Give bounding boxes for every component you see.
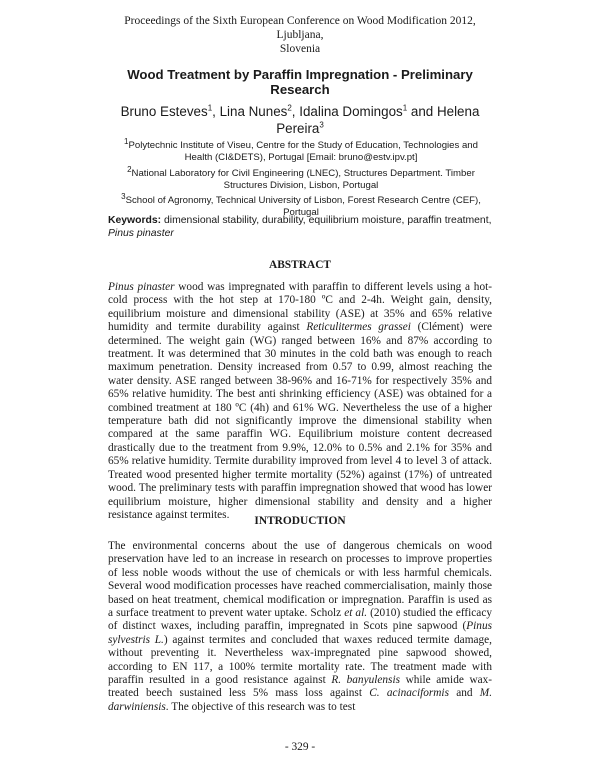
author-name: Idalina Domingos — [299, 104, 403, 119]
author-affiliation-mark: 2 — [287, 103, 292, 113]
affiliation-text: National Laboratory for Civil Engineering (LNEC), Structures Department. Timber Structures Division, Lisbon, Portugal — [131, 168, 475, 191]
abstract-heading: ABSTRACT — [268, 259, 332, 271]
keywords-text: dimensional stability, durability, equilibrium moisture, paraffin treatment, — [164, 215, 492, 226]
paper-title — [108, 67, 492, 97]
keywords-italic: Pinus pinaster — [108, 228, 174, 239]
author-affiliation-mark: 1 — [402, 103, 408, 113]
affiliation-text: School of Agronomy, Technical University of Lisbon, Forest Research Centre (CEF), Portugal — [125, 195, 481, 218]
intro-text: while amide wax-treated beech sustained less 5% mass loss against — [108, 674, 493, 700]
header-line-2: Slovenia — [279, 43, 321, 55]
intro-text: The environmental concerns about the use of dangerous chemicals on wood preservation have led to an increase in research on processes to improve properties of less noble woods without the use of chemicals or with less harmful chemicals. Several wood modification processes have reached commercialisation, mainly those based on heat treatment, chemical modification or impregnation. Paraffin is used as a surface treatment to prevent water uptake. Scholz — [108, 540, 492, 620]
title-line-1: Wood Treatment by Paraffin Impregnation - Preliminary — [127, 67, 473, 82]
species-name: Pinus pinaster — [108, 281, 175, 293]
species-name: M. darwiniensis — [108, 687, 493, 713]
abstract-body — [108, 281, 492, 522]
author-name: Bruno Esteves — [120, 104, 208, 119]
intro-text: and — [456, 687, 473, 700]
keywords-label: Keywords: — [108, 215, 162, 226]
introduction-heading: INTRODUCTION — [254, 515, 346, 527]
affiliation-1 — [112, 136, 490, 164]
header-line-1: Proceedings of the Sixth European Conference on Wood Modification 2012, Ljubljana, — [124, 15, 476, 41]
intro-italic: et al. — [344, 607, 368, 620]
page-number: - 329 - — [284, 741, 316, 753]
abstract-text: (Clément) were determined. The weight gain (WG) ranged between 16% and 87% according to treatment. It was determined that 30 minutes in the cold bath was enough to reach maximum penetration. Density increased from 0.57 to 0.99, almost reaching the water density. ASE ranged between 38-96% and 16-71% for respectively 35% and 65% relative humidity. The best anti shrinking efficiency (ASE) was obtained for a combined treatment at 180 ºC (4h) and 61% WG. Nevertheless the use of a higher temperature bath did not significantly improve the dimensional stability when compared at the same paraffin WG. Equilibrium moisture content decreased drastically due to the treatment from 9.9%, 12.0% to 0.5% and 2.1% for 35% and 65% relative humidity. Termite durability improved from level 4 to level 3 of attack. Treated wood presented higher termite mortality (52%) against (17%) of untreated wood. The preliminary tests with paraffin impregnation showed that wood has lower equilibrium moisture, higher dimensional stability and density and a higher resistance against termites. — [108, 321, 493, 521]
intro-text: (2010) studied the efficacy of distinct waxes, including paraffin, impregnated in Scots pine sapwood ( — [108, 607, 492, 633]
author-affiliation-mark: 3 — [319, 120, 324, 130]
affiliation-mark: 2 — [127, 164, 132, 174]
title-line-2: Research — [270, 82, 330, 97]
species-name: R. banyulensis — [331, 674, 400, 687]
affiliation-text: Polytechnic Institute of Viseu, Centre for the Study of Education, Technologies and Health (CI&DETS), Portugal [Email: bruno@estv.ipv.pt] — [128, 140, 478, 163]
keywords — [108, 214, 492, 240]
affiliation-mark: 3 — [121, 191, 126, 201]
species-name: Pinus sylvestris L. — [108, 620, 492, 646]
intro-text: ) against termites and concluded that waxes reduced termite damage, without preventing it. Nevertheless wax-impregnated pine sapwood showed, according to EN 117, a 100% termite mortality rate. The treatment made with paraffin resulted in a good resistance against — [108, 633, 492, 687]
author-name: Pereira — [276, 121, 320, 136]
affiliation-2 — [112, 164, 490, 192]
abstract-text: wood was impregnated with paraffin to different levels using a hot-cold process with the hot step at 170-180 ºC and 2-4h. Weight gain, density, equilibrium moisture and dimensional stability (ASE) at 35% and 65% relative humidity and termite durability against — [108, 281, 492, 334]
author-name: Lina Nunes — [219, 104, 288, 119]
author-name: and Helena — [410, 104, 480, 119]
species-name: C. acinaciformis — [369, 687, 449, 700]
author-affiliation-mark: 1 — [207, 103, 213, 113]
introduction-body — [108, 540, 492, 714]
intro-text: . The objective of this research was to test — [165, 700, 356, 713]
author-list: Bruno Esteves$^1$, Lina Nunes$^2$, Idalina Domingos$^1$ and Helena Pereira$^3$ — [120, 103, 480, 136]
species-name: Reticulitermes grassei — [306, 321, 411, 334]
affiliation-mark: 1 — [124, 136, 129, 146]
proceedings-header — [108, 14, 492, 56]
